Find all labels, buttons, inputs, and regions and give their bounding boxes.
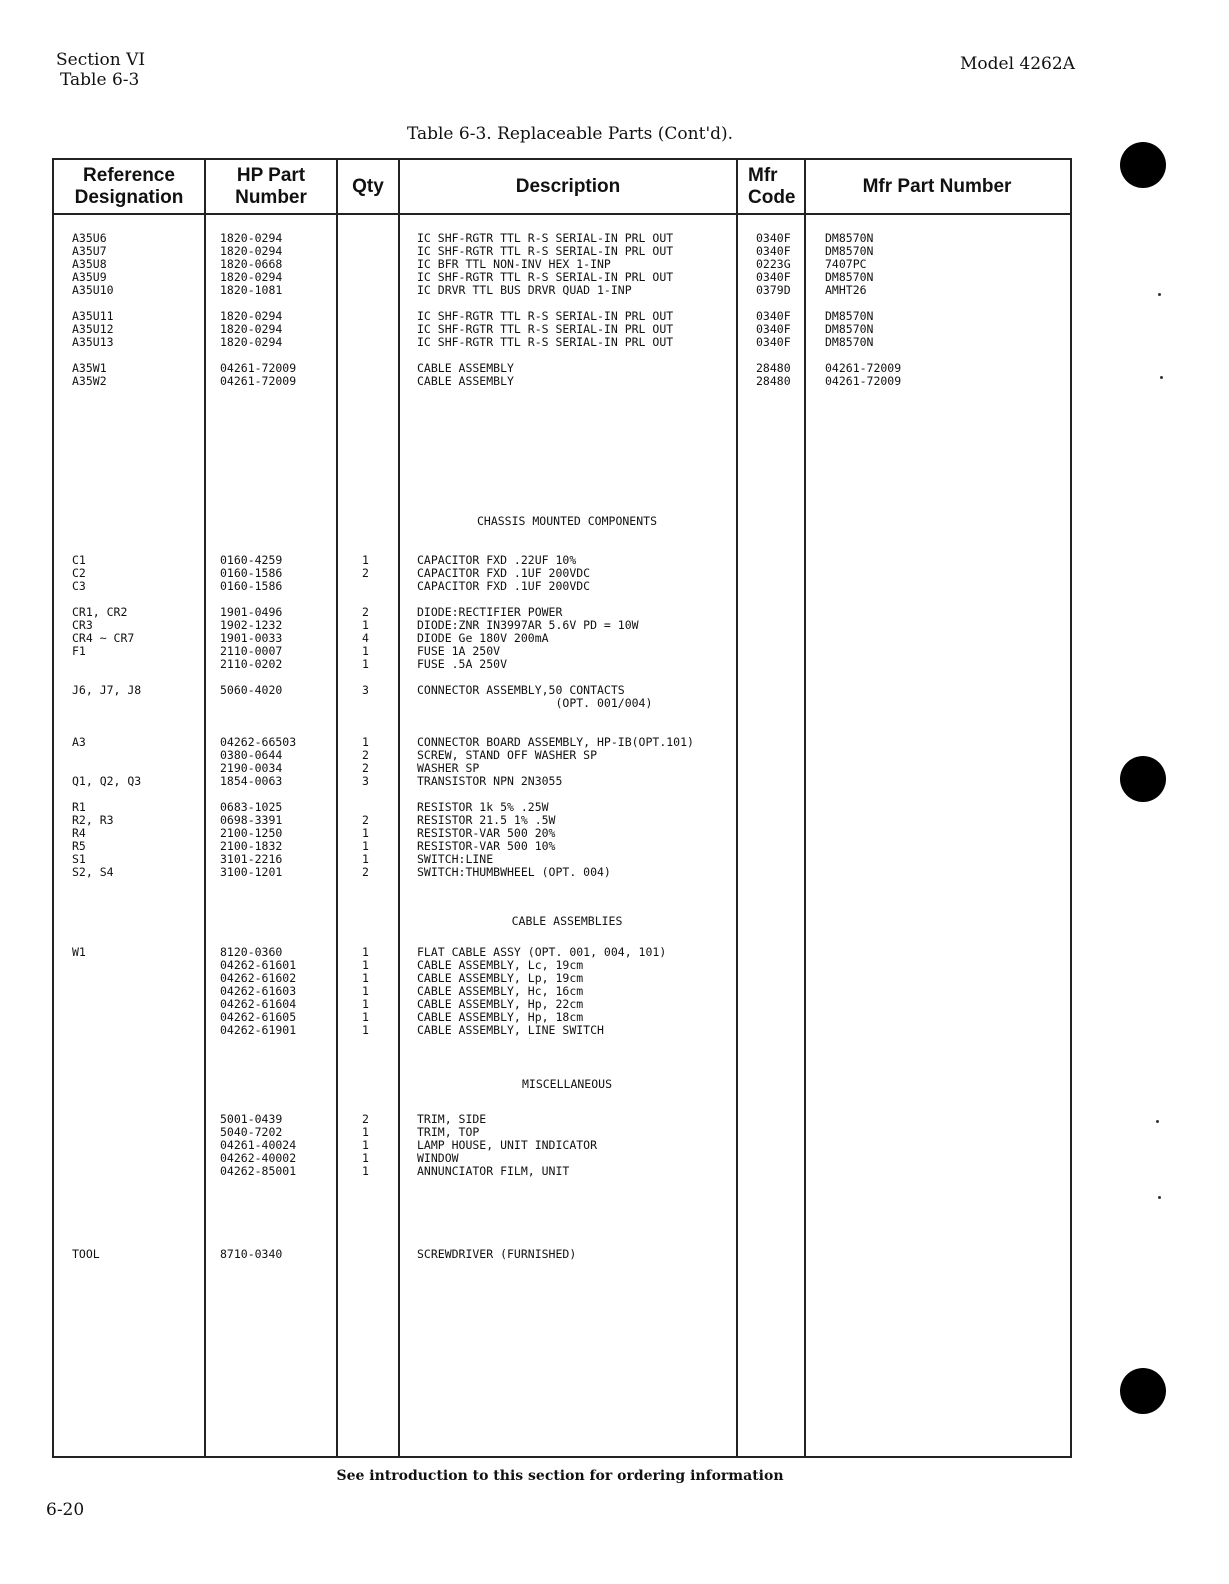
cell-reference: A35U6 [72, 231, 107, 245]
column-divider [736, 158, 738, 1458]
cell-reference: CR3 [72, 618, 93, 632]
cell-hp-part-number: 1854-0063 [220, 774, 283, 788]
cell-mfr-code: 0340F [756, 322, 791, 336]
cell-hp-part-number: 04262-85001 [220, 1164, 297, 1178]
cell-hp-part-number: 5040-7202 [220, 1125, 283, 1139]
cell-hp-part-number: 0160-4259 [220, 553, 283, 567]
cell-description: RESISTOR 21.5 1% .5W [417, 813, 556, 827]
cell-hp-part-number: 04262-40002 [220, 1151, 297, 1165]
cell-description: CABLE ASSEMBLY, Lp, 19cm [417, 971, 584, 985]
binder-hole [1120, 142, 1166, 188]
cell-qty: 1 [362, 839, 369, 853]
cell-qty: 1 [362, 826, 369, 840]
cell-mfr-part-number: DM8570N [825, 270, 874, 284]
cell-qty: 1 [362, 553, 369, 567]
header-qty: Qty [352, 176, 384, 197]
cell-reference: A35W1 [72, 361, 107, 375]
cell-qty: 1 [362, 852, 369, 866]
cell-mfr-part-number: DM8570N [825, 335, 874, 349]
column-desc [417, 554, 694, 879]
header-description: Description [515, 176, 621, 197]
cell-description: CABLE ASSEMBLY [417, 374, 514, 388]
cell-reference: R4 [72, 826, 86, 840]
cell-description: SWITCH:THUMBWHEEL (OPT. 004) [417, 865, 611, 879]
column-divider [204, 158, 206, 1458]
cell-description: DIODE Ge 180V 200mA [417, 631, 549, 645]
cell-description: WASHER SP [417, 761, 480, 775]
cell-reference: C3 [72, 579, 86, 593]
section-label: Section VI [56, 50, 146, 70]
cell-description: CABLE ASSEMBLY, Lc, 19cm [417, 958, 584, 972]
cell-reference: R5 [72, 839, 86, 853]
column-hp [220, 554, 296, 879]
cell-hp-part-number: 04261-72009 [220, 361, 297, 375]
cell-hp-part-number: 04261-72009 [220, 374, 297, 388]
cell-qty: 1 [362, 997, 369, 1011]
cell-qty: 1 [362, 644, 369, 658]
cell-qty: 4 [362, 631, 369, 645]
cell-reference [72, 1024, 86, 1037]
cell-qty [362, 697, 369, 710]
cell-reference: A3 [72, 735, 86, 749]
column-ref [72, 232, 114, 388]
parts-table [52, 158, 1072, 1458]
cell-reference [72, 658, 141, 671]
row-spacer [417, 710, 694, 723]
cell-reference: A35U7 [72, 244, 107, 258]
cell-hp-part-number: 04262-61605 [220, 1010, 297, 1024]
column-mfrpn [825, 232, 901, 388]
cell-reference: CR4 ~ CR7 [72, 631, 135, 645]
cell-hp-part-number: 8120-0360 [220, 945, 283, 959]
cell-description: DIODE:RECTIFIER POWER [417, 605, 563, 619]
header-hp-part-number: HP Part Number [235, 165, 307, 208]
page-number: 6-20 [46, 1500, 85, 1520]
cell-hp-part-number: 1820-0294 [220, 231, 283, 245]
cell-hp-part-number: 2100-1250 [220, 826, 283, 840]
cell-hp-part-number: 3101-2216 [220, 852, 283, 866]
cell-description: CABLE ASSEMBLY [417, 361, 514, 375]
cell-reference: A35U10 [72, 283, 114, 297]
cell-qty: 1 [362, 1164, 369, 1178]
paper-speck [1156, 1120, 1159, 1123]
cell-mfr-code: 0340F [756, 309, 791, 323]
cell-mfr-code: 0340F [756, 244, 791, 258]
cell-qty: 1 [362, 971, 369, 985]
cell-description: TRIM, SIDE [417, 1112, 487, 1126]
cell-reference: A35W2 [72, 374, 107, 388]
cell-reference [72, 959, 86, 972]
cell-hp-part-number: 04262-61603 [220, 984, 297, 998]
cell-description: CABLE ASSEMBLY, Hp, 18cm [417, 1010, 584, 1024]
cell-mfr-code: 0340F [756, 270, 791, 284]
cell-mfr-code: 0379D [756, 283, 791, 297]
cell-description: DIODE:ZNR IN3997AR 5.6V PD = 10W [417, 618, 639, 632]
cell-hp-part-number: 0160-1586 [220, 579, 283, 593]
cell-description: RESISTOR-VAR 500 20% [417, 826, 556, 840]
cell-hp-part-number: 2110-0007 [220, 644, 283, 658]
cell-hp-part-number: 0160-1586 [220, 566, 283, 580]
cell-hp-part-number: 1820-0294 [220, 322, 283, 336]
cell-reference [72, 985, 86, 998]
cell-reference: A35U11 [72, 309, 114, 323]
cell-hp-part-number: 8710-0340 [220, 1247, 283, 1261]
cell-mfr-part-number: DM8570N [825, 244, 874, 258]
column-desc [417, 1113, 597, 1178]
cell-mfr-code: 28480 [756, 374, 791, 388]
cell-reference: TOOL [72, 1247, 100, 1261]
cell-description: SCREW, STAND OFF WASHER SP [417, 748, 598, 762]
cell-reference: A35U9 [72, 270, 107, 284]
column-qty [362, 946, 369, 1037]
row-spacer [362, 710, 369, 723]
cell-description: CABLE ASSEMBLY, LINE SWITCH [417, 1023, 604, 1037]
cell-hp-part-number: 2100-1832 [220, 839, 283, 853]
cell-hp-part-number: 2190-0034 [220, 761, 283, 775]
row-spacer [362, 788, 369, 801]
binder-hole [1120, 1368, 1166, 1414]
cell-description: IC SHF-RGTR TTL R-S SERIAL-IN PRL OUT [417, 270, 674, 284]
cell-reference: A35U13 [72, 335, 114, 349]
cell-hp-part-number: 5060-4020 [220, 683, 283, 697]
cell-hp-part-number: 04262-66503 [220, 735, 297, 749]
cell-hp-part-number [220, 697, 296, 710]
cell-hp-part-number: 3100-1201 [220, 865, 283, 879]
cell-hp-part-number: 1820-0294 [220, 270, 283, 284]
cell-hp-part-number: 1901-0033 [220, 631, 283, 645]
cell-description: IC SHF-RGTR TTL R-S SERIAL-IN PRL OUT [417, 322, 674, 336]
section-misc-heading: MISCELLANEOUS [521, 1077, 612, 1091]
table-ref-label: Table 6-3 [60, 70, 140, 90]
cell-qty: 2 [362, 566, 369, 580]
cell-description: FUSE 1A 250V [417, 644, 501, 658]
column-desc [417, 946, 666, 1037]
cell-description: CAPACITOR FXD .22UF 10% [417, 553, 577, 567]
cell-description: CAPACITOR FXD .1UF 200VDC [417, 579, 591, 593]
cell-reference [72, 749, 141, 762]
cell-reference: S1 [72, 852, 86, 866]
cell-qty: 1 [362, 984, 369, 998]
cell-hp-part-number: 04262-61602 [220, 971, 297, 985]
column-desc [417, 232, 673, 388]
cell-qty: 1 [362, 945, 369, 959]
cell-mfr-part-number: DM8570N [825, 309, 874, 323]
column-divider [336, 158, 338, 1458]
cell-qty: 2 [362, 865, 369, 879]
cell-hp-part-number: 1820-0294 [220, 244, 283, 258]
cell-mfr-part-number: 04261-72009 [825, 361, 902, 375]
cell-qty: 1 [362, 1125, 369, 1139]
column-divider [398, 158, 400, 1458]
cell-mfr-part-number: DM8570N [825, 322, 874, 336]
cell-qty: 1 [362, 618, 369, 632]
cell-qty [362, 580, 369, 593]
paper-speck [1160, 376, 1163, 379]
table-caption: Table 6-3. Replaceable Parts (Cont'd). [406, 124, 734, 144]
cell-mfr-code: 0340F [756, 231, 791, 245]
cell-mfr-code: 0340F [756, 335, 791, 349]
column-mfr [756, 232, 791, 388]
cell-description: TRANSISTOR NPN 2N3055 [417, 774, 563, 788]
cell-description: IC DRVR TTL BUS DRVR QUAD 1-INP [417, 283, 632, 297]
cell-reference: S2, S4 [72, 865, 114, 879]
cell-reference [72, 972, 86, 985]
cell-reference: C2 [72, 566, 86, 580]
column-hp [220, 1248, 282, 1261]
cell-mfr-part-number: DM8570N [825, 231, 874, 245]
row-spacer [72, 710, 141, 723]
cell-reference: A35U12 [72, 322, 114, 336]
column-qty [362, 554, 369, 879]
cell-qty: 1 [362, 1023, 369, 1037]
cell-description: (OPT. 001/004) [417, 696, 653, 710]
cell-description: CABLE ASSEMBLY, Hp, 22cm [417, 997, 584, 1011]
cell-qty: 3 [362, 774, 369, 788]
cell-qty: 2 [362, 748, 369, 762]
cell-mfr-part-number: 7407PC [825, 257, 867, 271]
cell-description: IC SHF-RGTR TTL R-S SERIAL-IN PRL OUT [417, 309, 674, 323]
cell-qty: 2 [362, 813, 369, 827]
cell-qty: 1 [362, 1151, 369, 1165]
row-spacer [220, 710, 296, 723]
cell-qty: 1 [362, 657, 369, 671]
cell-hp-part-number: 0683-1025 [220, 800, 283, 814]
cell-hp-part-number: 1901-0496 [220, 605, 283, 619]
cell-hp-part-number: 04262-61901 [220, 1023, 297, 1037]
cell-reference [72, 998, 86, 1011]
cell-hp-part-number: 1902-1232 [220, 618, 283, 632]
column-hp [220, 1113, 296, 1178]
cell-reference [72, 1011, 86, 1024]
cell-reference: W1 [72, 945, 86, 959]
cell-description: TRIM, TOP [417, 1125, 480, 1139]
cell-reference [72, 697, 141, 710]
cell-qty: 1 [362, 735, 369, 749]
cell-description: FUSE .5A 250V [417, 657, 508, 671]
cell-mfr-part-number: 04261-72009 [825, 374, 902, 388]
cell-description: FLAT CABLE ASSY (OPT. 001, 004, 101) [417, 945, 667, 959]
cell-reference: R2, R3 [72, 813, 114, 827]
cell-description: IC SHF-RGTR TTL R-S SERIAL-IN PRL OUT [417, 335, 674, 349]
cell-description: RESISTOR-VAR 500 10% [417, 839, 556, 853]
cell-description: IC BFR TTL NON-INV HEX 1-INP [417, 257, 611, 271]
cell-reference: F1 [72, 644, 86, 658]
column-ref [72, 946, 86, 1037]
cell-qty: 2 [362, 605, 369, 619]
cell-qty: 1 [362, 1010, 369, 1024]
cell-qty: 3 [362, 683, 369, 697]
cell-hp-part-number: 04262-61604 [220, 997, 297, 1011]
header-reference-designation: Reference Designation [74, 165, 184, 208]
cell-hp-part-number: 0380-0644 [220, 748, 283, 762]
cell-description: CONNECTOR ASSEMBLY,50 CONTACTS [417, 683, 625, 697]
section-cable-heading: CABLE ASSEMBLIES [511, 914, 623, 928]
cell-description: CABLE ASSEMBLY, Hc, 16cm [417, 984, 584, 998]
cell-qty: 1 [362, 958, 369, 972]
column-ref [72, 554, 141, 879]
binder-hole [1120, 756, 1166, 802]
ordering-note: See introduction to this section for ordering information [336, 1468, 784, 1484]
column-qty [362, 1113, 369, 1178]
cell-description: SCREWDRIVER (FURNISHED) [417, 1247, 577, 1261]
column-ref [72, 1248, 100, 1261]
cell-reference: C1 [72, 553, 86, 567]
cell-reference: Q1, Q2, Q3 [72, 774, 142, 788]
cell-qty: 2 [362, 761, 369, 775]
cell-reference: A35U8 [72, 257, 107, 271]
cell-hp-part-number: 1820-1081 [220, 283, 283, 297]
cell-description: CAPACITOR FXD .1UF 200VDC [417, 566, 591, 580]
cell-description: IC SHF-RGTR TTL R-S SERIAL-IN PRL OUT [417, 231, 674, 245]
cell-hp-part-number: 04262-61601 [220, 958, 297, 972]
cell-hp-part-number: 1820-0294 [220, 335, 283, 349]
cell-qty: 2 [362, 1112, 369, 1126]
column-divider [804, 158, 806, 1458]
cell-hp-part-number: 2110-0202 [220, 657, 283, 671]
cell-description: LAMP HOUSE, UNIT INDICATOR [417, 1138, 598, 1152]
column-hp [220, 946, 296, 1037]
cell-reference: CR1, CR2 [72, 605, 128, 619]
paper-speck [1158, 1196, 1161, 1199]
cell-description: WINDOW [417, 1151, 459, 1165]
cell-description: IC SHF-RGTR TTL R-S SERIAL-IN PRL OUT [417, 244, 674, 258]
header-mfr-code: Mfr Code [748, 165, 796, 208]
cell-mfr-part-number: AMHT26 [825, 283, 867, 297]
column-hp [220, 232, 296, 388]
cell-description: SWITCH:LINE [417, 852, 494, 866]
column-desc [417, 1248, 576, 1261]
cell-description: ANNUNCIATOR FILM, UNIT [417, 1164, 570, 1178]
cell-hp-part-number: 0698-3391 [220, 813, 283, 827]
cell-description: RESISTOR 1k 5% .25W [417, 800, 549, 814]
section-chassis-heading: CHASSIS MOUNTED COMPONENTS [476, 514, 657, 528]
cell-mfr-code: 28480 [756, 361, 791, 375]
cell-reference: R1 [72, 800, 86, 814]
cell-description: CONNECTOR BOARD ASSEMBLY, HP-IB(OPT.101) [417, 735, 694, 749]
paper-speck [1158, 293, 1161, 296]
cell-hp-part-number: 5001-0439 [220, 1112, 283, 1126]
cell-hp-part-number: 1820-0294 [220, 309, 283, 323]
header-mfr-part-number: Mfr Part Number [862, 176, 1012, 197]
cell-qty: 1 [362, 1138, 369, 1152]
cell-reference: J6, J7, J8 [72, 683, 142, 697]
cell-hp-part-number: 1820-0668 [220, 257, 283, 271]
cell-hp-part-number: 04261-40024 [220, 1138, 297, 1152]
model-label: Model 4262A [960, 54, 1075, 74]
cell-mfr-code: 0223G [756, 257, 791, 271]
